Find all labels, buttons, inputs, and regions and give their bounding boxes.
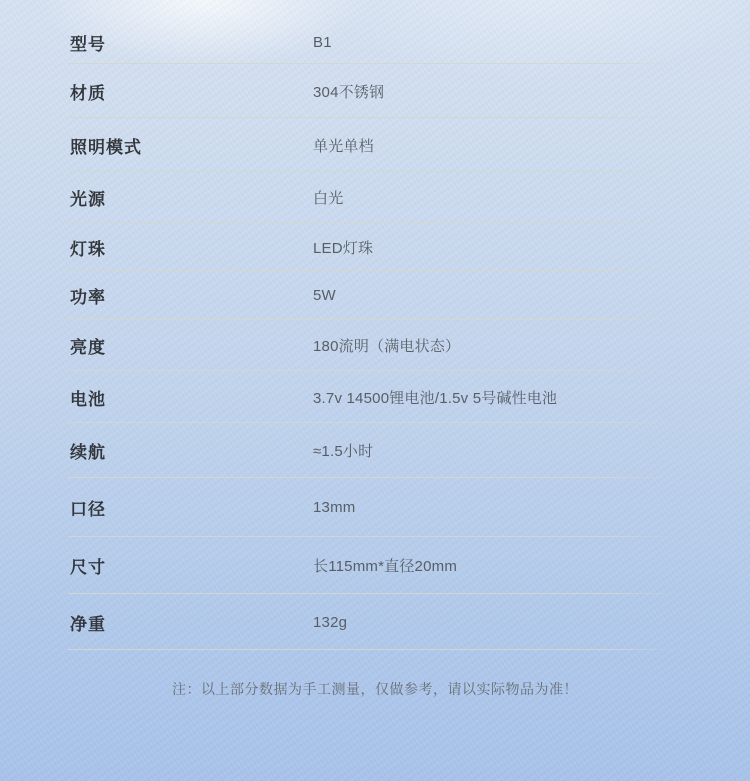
spec-value: 单光单档	[313, 137, 374, 155]
spec-label: 续航	[70, 443, 106, 462]
spec-label: 电池	[70, 389, 106, 409]
spec-label: 光源	[70, 190, 106, 209]
spec-row	[68, 118, 682, 172]
spec-value: 长115mm*直径20mm	[313, 558, 458, 575]
spec-row	[68, 320, 682, 371]
spec-label: 尺寸	[70, 558, 106, 577]
spec-value: 白光	[313, 190, 344, 207]
spec-row	[68, 423, 682, 478]
spec-row	[68, 537, 682, 594]
spec-value: 132g	[313, 613, 348, 631]
spec-row	[68, 478, 682, 537]
spec-label: 亮度	[70, 338, 106, 357]
spec-label: 净重	[70, 614, 106, 634]
spec-row	[68, 271, 682, 320]
spec-row	[68, 371, 682, 423]
spec-value: 180流明（满电状态）	[313, 338, 461, 355]
spec-label: 功率	[70, 288, 106, 307]
spec-value: ≈1.5小时	[313, 443, 374, 460]
spec-value: 3.7v 14500锂电池/1.5v 5号碱性电池	[313, 389, 558, 407]
spec-row	[68, 594, 682, 650]
spec-label: 材质	[70, 83, 106, 103]
spec-value: 5W	[313, 287, 336, 304]
spec-row	[68, 20, 682, 64]
spec-value: LED灯珠	[313, 239, 374, 257]
spec-row	[68, 172, 682, 223]
spec-row	[68, 223, 682, 271]
spec-row	[68, 64, 682, 118]
spec-label: 口径	[70, 500, 106, 519]
spec-table	[68, 20, 682, 650]
spec-label: 型号	[70, 34, 106, 54]
spec-label: 灯珠	[70, 239, 106, 259]
spec-value: 13mm	[313, 499, 356, 516]
spec-label: 照明模式	[70, 137, 142, 157]
spec-value: B1	[313, 33, 332, 51]
spec-value: 304不锈钢	[313, 83, 385, 101]
footer-note: 注：以上部分数据为手工测量，仅做参考，请以实际物品为准！	[172, 681, 578, 697]
